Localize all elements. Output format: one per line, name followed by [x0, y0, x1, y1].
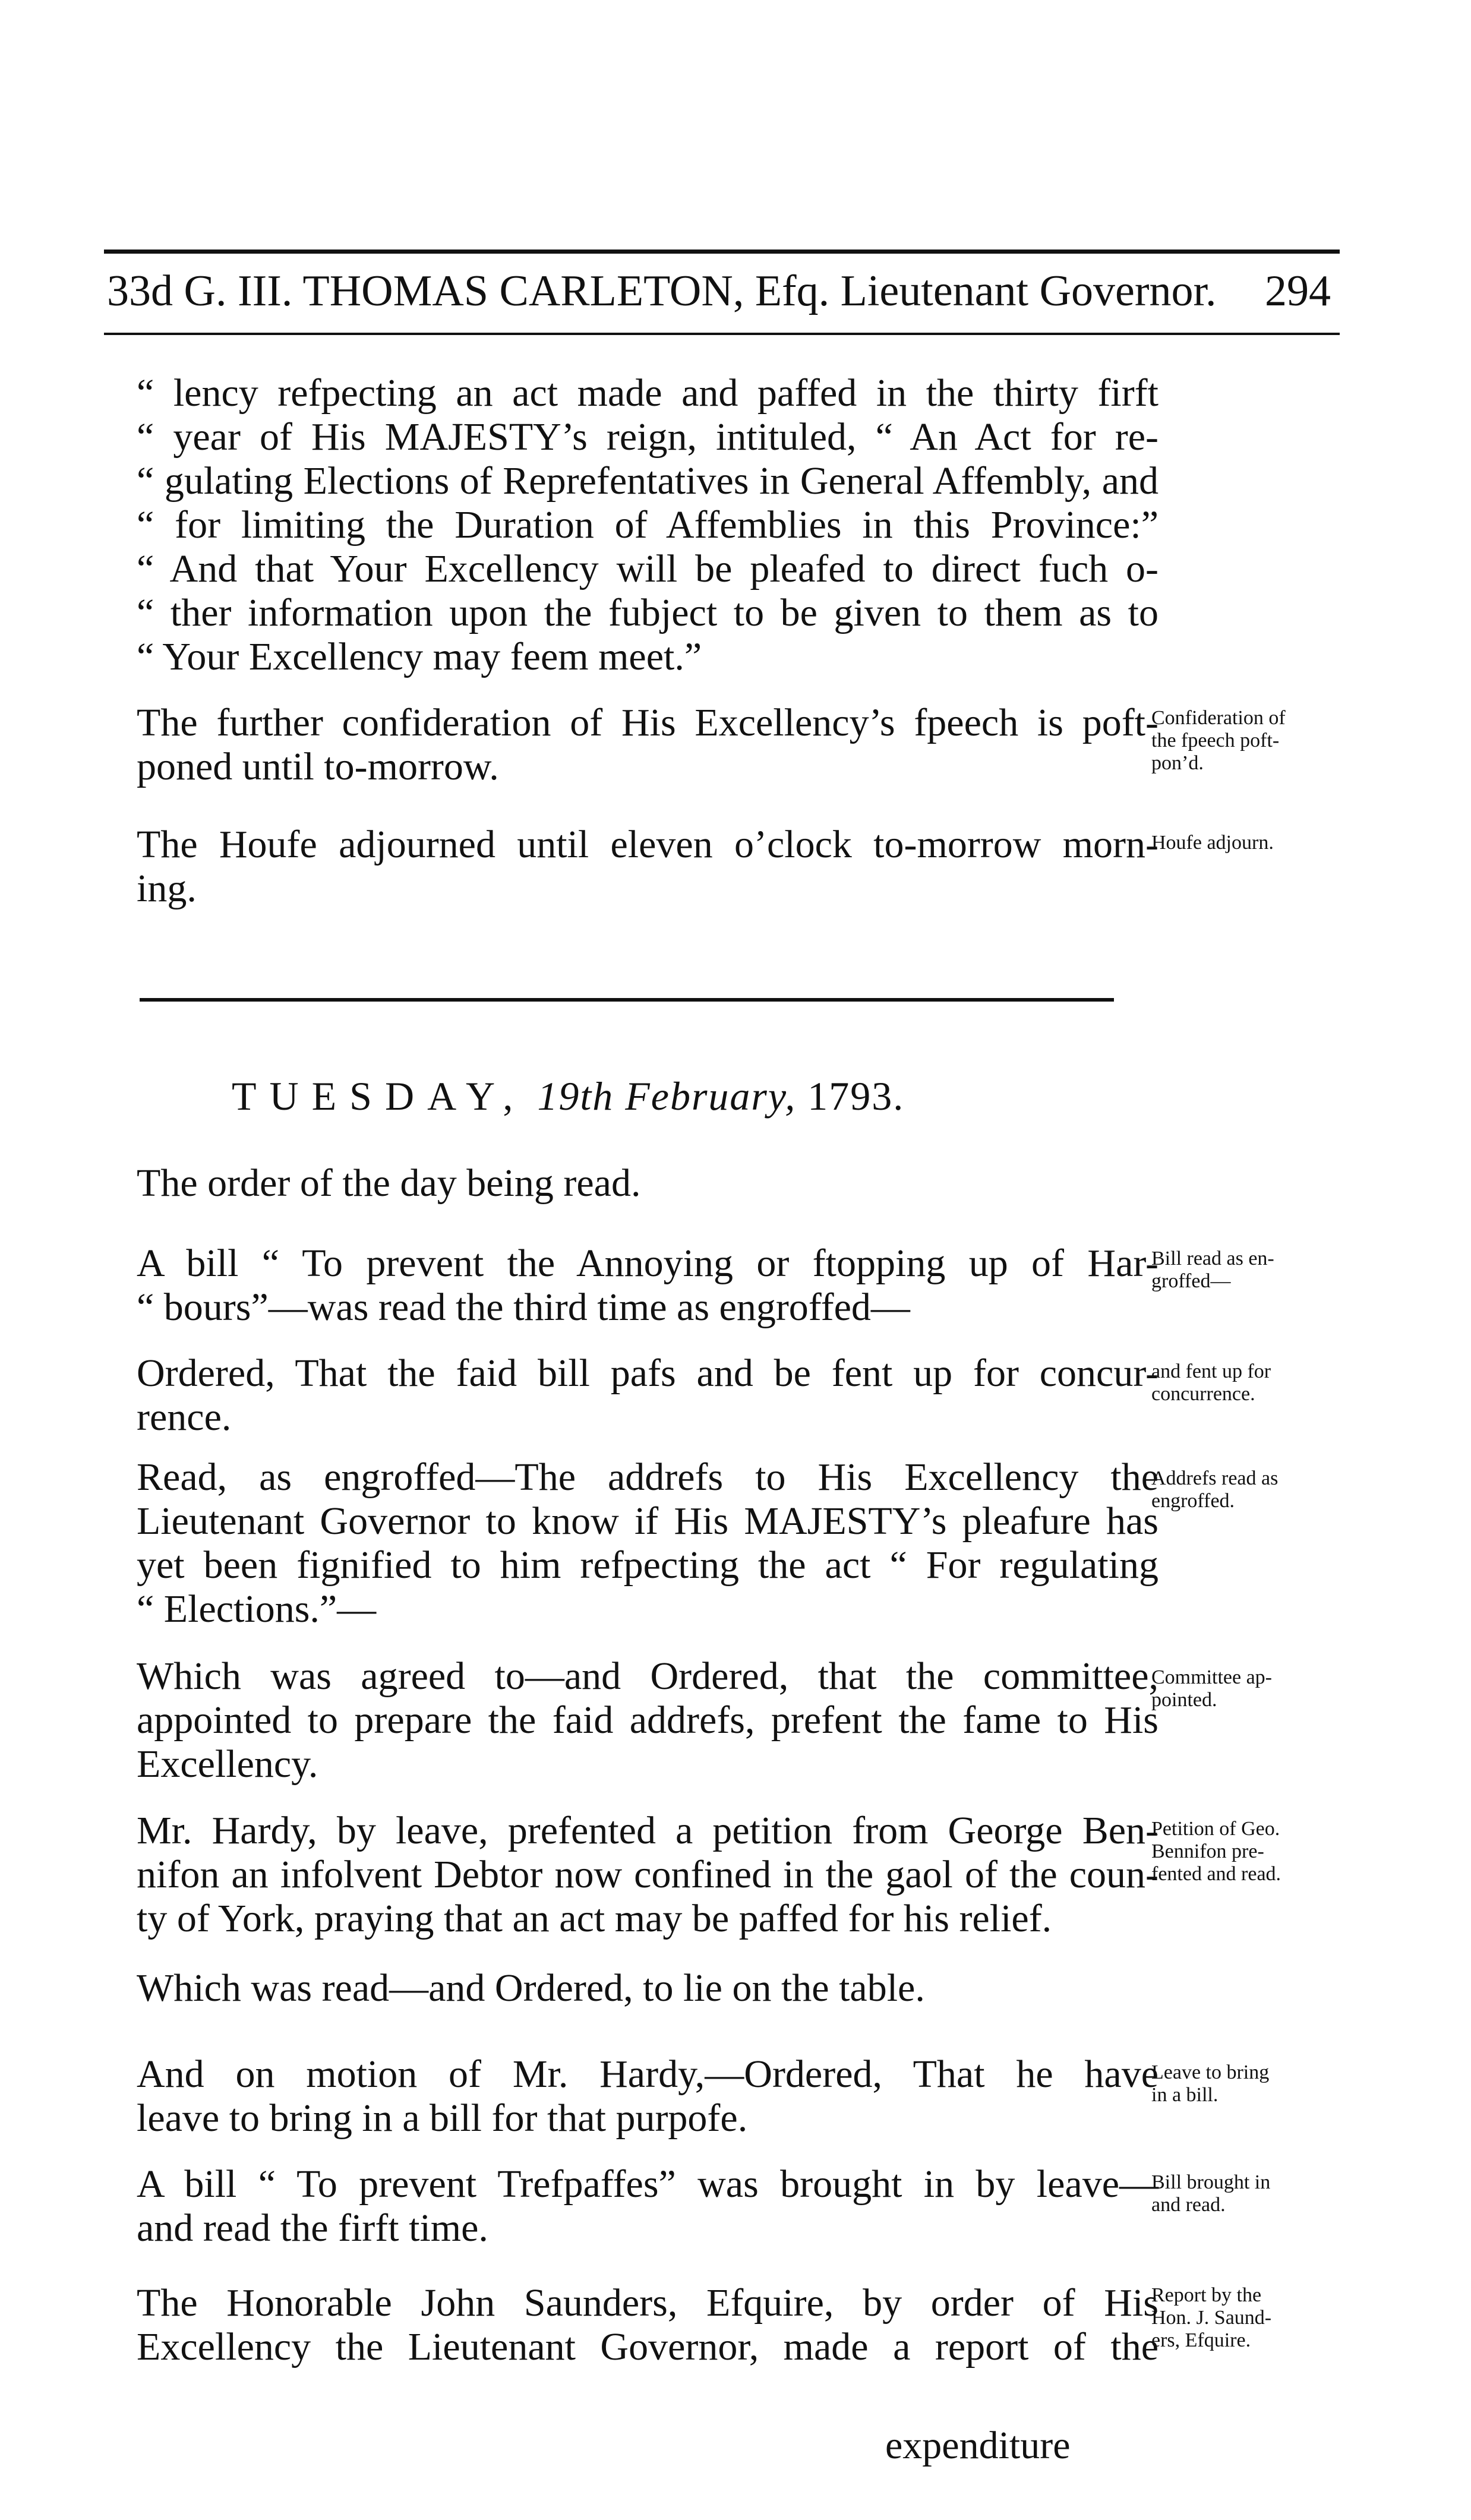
margin-note-petition	[1151, 1818, 1353, 1886]
page-number: 294	[1265, 267, 1331, 315]
text-line: yet been fignified to him refpecting the act “ For regulating	[137, 1543, 1159, 1587]
margin-line: and read.	[1151, 2194, 1226, 2216]
quoted-address-continuation	[137, 371, 1159, 679]
text-line: Which was agreed to—and Ordered, that the committee,	[137, 1654, 1159, 1698]
header-rule-top	[104, 250, 1340, 254]
paragraph-lie-on-table	[137, 1966, 1159, 2010]
margin-line: pointed.	[1151, 1689, 1217, 1711]
text-line: Which was read—and Ordered, to lie on the table.	[137, 1966, 925, 2010]
text-line: “ year of His MAJESTY’s reign, intituled, “ An Act for re-	[137, 415, 1159, 459]
margin-line: Committee ap-	[1151, 1666, 1273, 1688]
text-line: “ Elections.”—	[137, 1587, 377, 1631]
text-line: The order of the day being read.	[137, 1161, 641, 1205]
day-year: 1793.	[807, 1073, 905, 1119]
margin-line: Bennifon pre-	[1151, 1840, 1264, 1862]
paragraph-report	[137, 2281, 1159, 2369]
margin-line: ers, Efquire.	[1151, 2329, 1251, 2351]
text-line: And on motion of Mr. Hardy,—Ordered, That he have	[137, 2052, 1159, 2096]
margin-note-concurrence	[1151, 1360, 1353, 1406]
margin-line: Bill brought in	[1151, 2171, 1271, 2193]
catchword: expenditure	[885, 2424, 1071, 2467]
margin-line: Addrefs read as	[1151, 1467, 1279, 1489]
text-line: “ bours”—was read the third time as engroffed—	[137, 1286, 910, 1329]
margin-line: Report by the	[1151, 2284, 1262, 2306]
text-line: Ordered, That the faid bill pafs and be fent up for concur-	[137, 1351, 1159, 1395]
paragraph-bill-harbours	[137, 1242, 1159, 1330]
text-line: “ Your Excellency may feem meet.”	[137, 635, 702, 678]
text-line: Mr. Hardy, by leave, prefented a petition from George Ben-	[137, 1809, 1159, 1852]
margin-line: pon’d.	[1151, 752, 1204, 774]
header-rule-bottom	[104, 333, 1340, 335]
text-line: “ for limiting the Duration of Affemblies in this Province:”	[137, 503, 1159, 547]
margin-note-speech	[1151, 707, 1353, 775]
day-name: TUESDAY,	[232, 1073, 526, 1119]
margin-line: Houfe adjourn.	[1151, 832, 1274, 854]
text-line: ing.	[137, 867, 197, 910]
paragraph-trespass-bill	[137, 2162, 1159, 2250]
margin-note-bill-read	[1151, 1248, 1353, 1293]
text-line: Excellency.	[137, 1742, 318, 1786]
text-line: leave to bring in a bill for that purpofe.	[137, 2096, 748, 2140]
text-line: and read the firft time.	[137, 2206, 488, 2250]
margin-note-leave	[1151, 2061, 1353, 2107]
margin-line: in a bill.	[1151, 2084, 1219, 2106]
paragraph-petition	[137, 1809, 1159, 1941]
margin-line: concurrence.	[1151, 1383, 1255, 1405]
paragraph-leave-to-bring	[137, 2052, 1159, 2140]
running-head-text: 33d G. III. THOMAS CARLETON, Efq. Lieutenant Governor.	[107, 267, 1217, 315]
margin-note-committee	[1151, 1666, 1353, 1711]
margin-line: and fent up for	[1151, 1360, 1271, 1382]
margin-note-report	[1151, 2284, 1353, 2352]
margin-line: the fpeech poft-	[1151, 730, 1280, 751]
text-line: poned until to-morrow.	[137, 745, 499, 788]
margin-line: groffed—	[1151, 1270, 1231, 1292]
margin-note-address	[1151, 1467, 1353, 1512]
day-date: 19th February,	[537, 1073, 797, 1119]
paragraph-ordered-pass	[137, 1351, 1159, 1439]
text-line: The further confideration of His Excellency’s fpeech is poft-	[137, 701, 1159, 744]
text-line: A bill “ To prevent the Annoying or ftopping up of Har-	[137, 1242, 1159, 1285]
text-line: Lieutenant Governor to know if His MAJESTY’s pleafure has	[137, 1499, 1159, 1543]
paragraph-committee	[137, 1654, 1159, 1786]
text-line: The Honorable John Saunders, Efquire, by order of His	[137, 2281, 1159, 2325]
paragraph-address-read	[137, 1455, 1159, 1631]
margin-line: Confideration of	[1151, 707, 1286, 729]
text-line: Read, as engroffed—The addrefs to His Excellency the	[137, 1455, 1159, 1499]
margin-line: engroffed.	[1151, 1490, 1235, 1512]
day-heading	[232, 1069, 1123, 1123]
paragraph-house-adjourned	[137, 823, 1159, 911]
margin-line: Hon. J. Saund-	[1151, 2307, 1272, 2329]
margin-line: Bill read as en-	[1151, 1248, 1274, 1270]
margin-line: Leave to bring	[1151, 2061, 1270, 2083]
text-line: appointed to prepare the faid addrefs, prefent the fame to His	[137, 1698, 1159, 1742]
margin-line: fented and read.	[1151, 1863, 1281, 1885]
margin-note-adjourn	[1151, 832, 1353, 854]
text-line: Excellency the Lieutenant Governor, made a report of the	[137, 2325, 1159, 2369]
margin-line: Petition of Geo.	[1151, 1818, 1280, 1840]
section-divider	[140, 998, 1114, 1002]
text-line: A bill “ To prevent Trefpaffes” was brought in by leave—	[137, 2162, 1159, 2206]
text-line: “ gulating Elections of Reprefentatives in General Affembly, and	[137, 459, 1159, 503]
paragraph-speech-postponed	[137, 701, 1159, 789]
text-line: nifon an infolvent Debtor now confined in the gaol of the coun-	[137, 1853, 1159, 1896]
text-line: “ And that Your Excellency will be pleafed to direct fuch o-	[137, 547, 1159, 590]
text-line: ty of York, praying that an act may be paffed for his relief.	[137, 1897, 1052, 1940]
paragraph-order-of-day	[137, 1161, 1159, 1205]
margin-note-trespass	[1151, 2171, 1353, 2216]
text-line: “ ther information upon the fubject to be given to them as to	[137, 591, 1159, 634]
text-line: “ lency refpecting an act made and paffed in the thirty firft	[137, 371, 1159, 415]
running-head	[107, 261, 1331, 321]
text-line: rence.	[137, 1395, 232, 1439]
text-line: The Houfe adjourned until eleven o’clock to-morrow morn-	[137, 823, 1159, 866]
